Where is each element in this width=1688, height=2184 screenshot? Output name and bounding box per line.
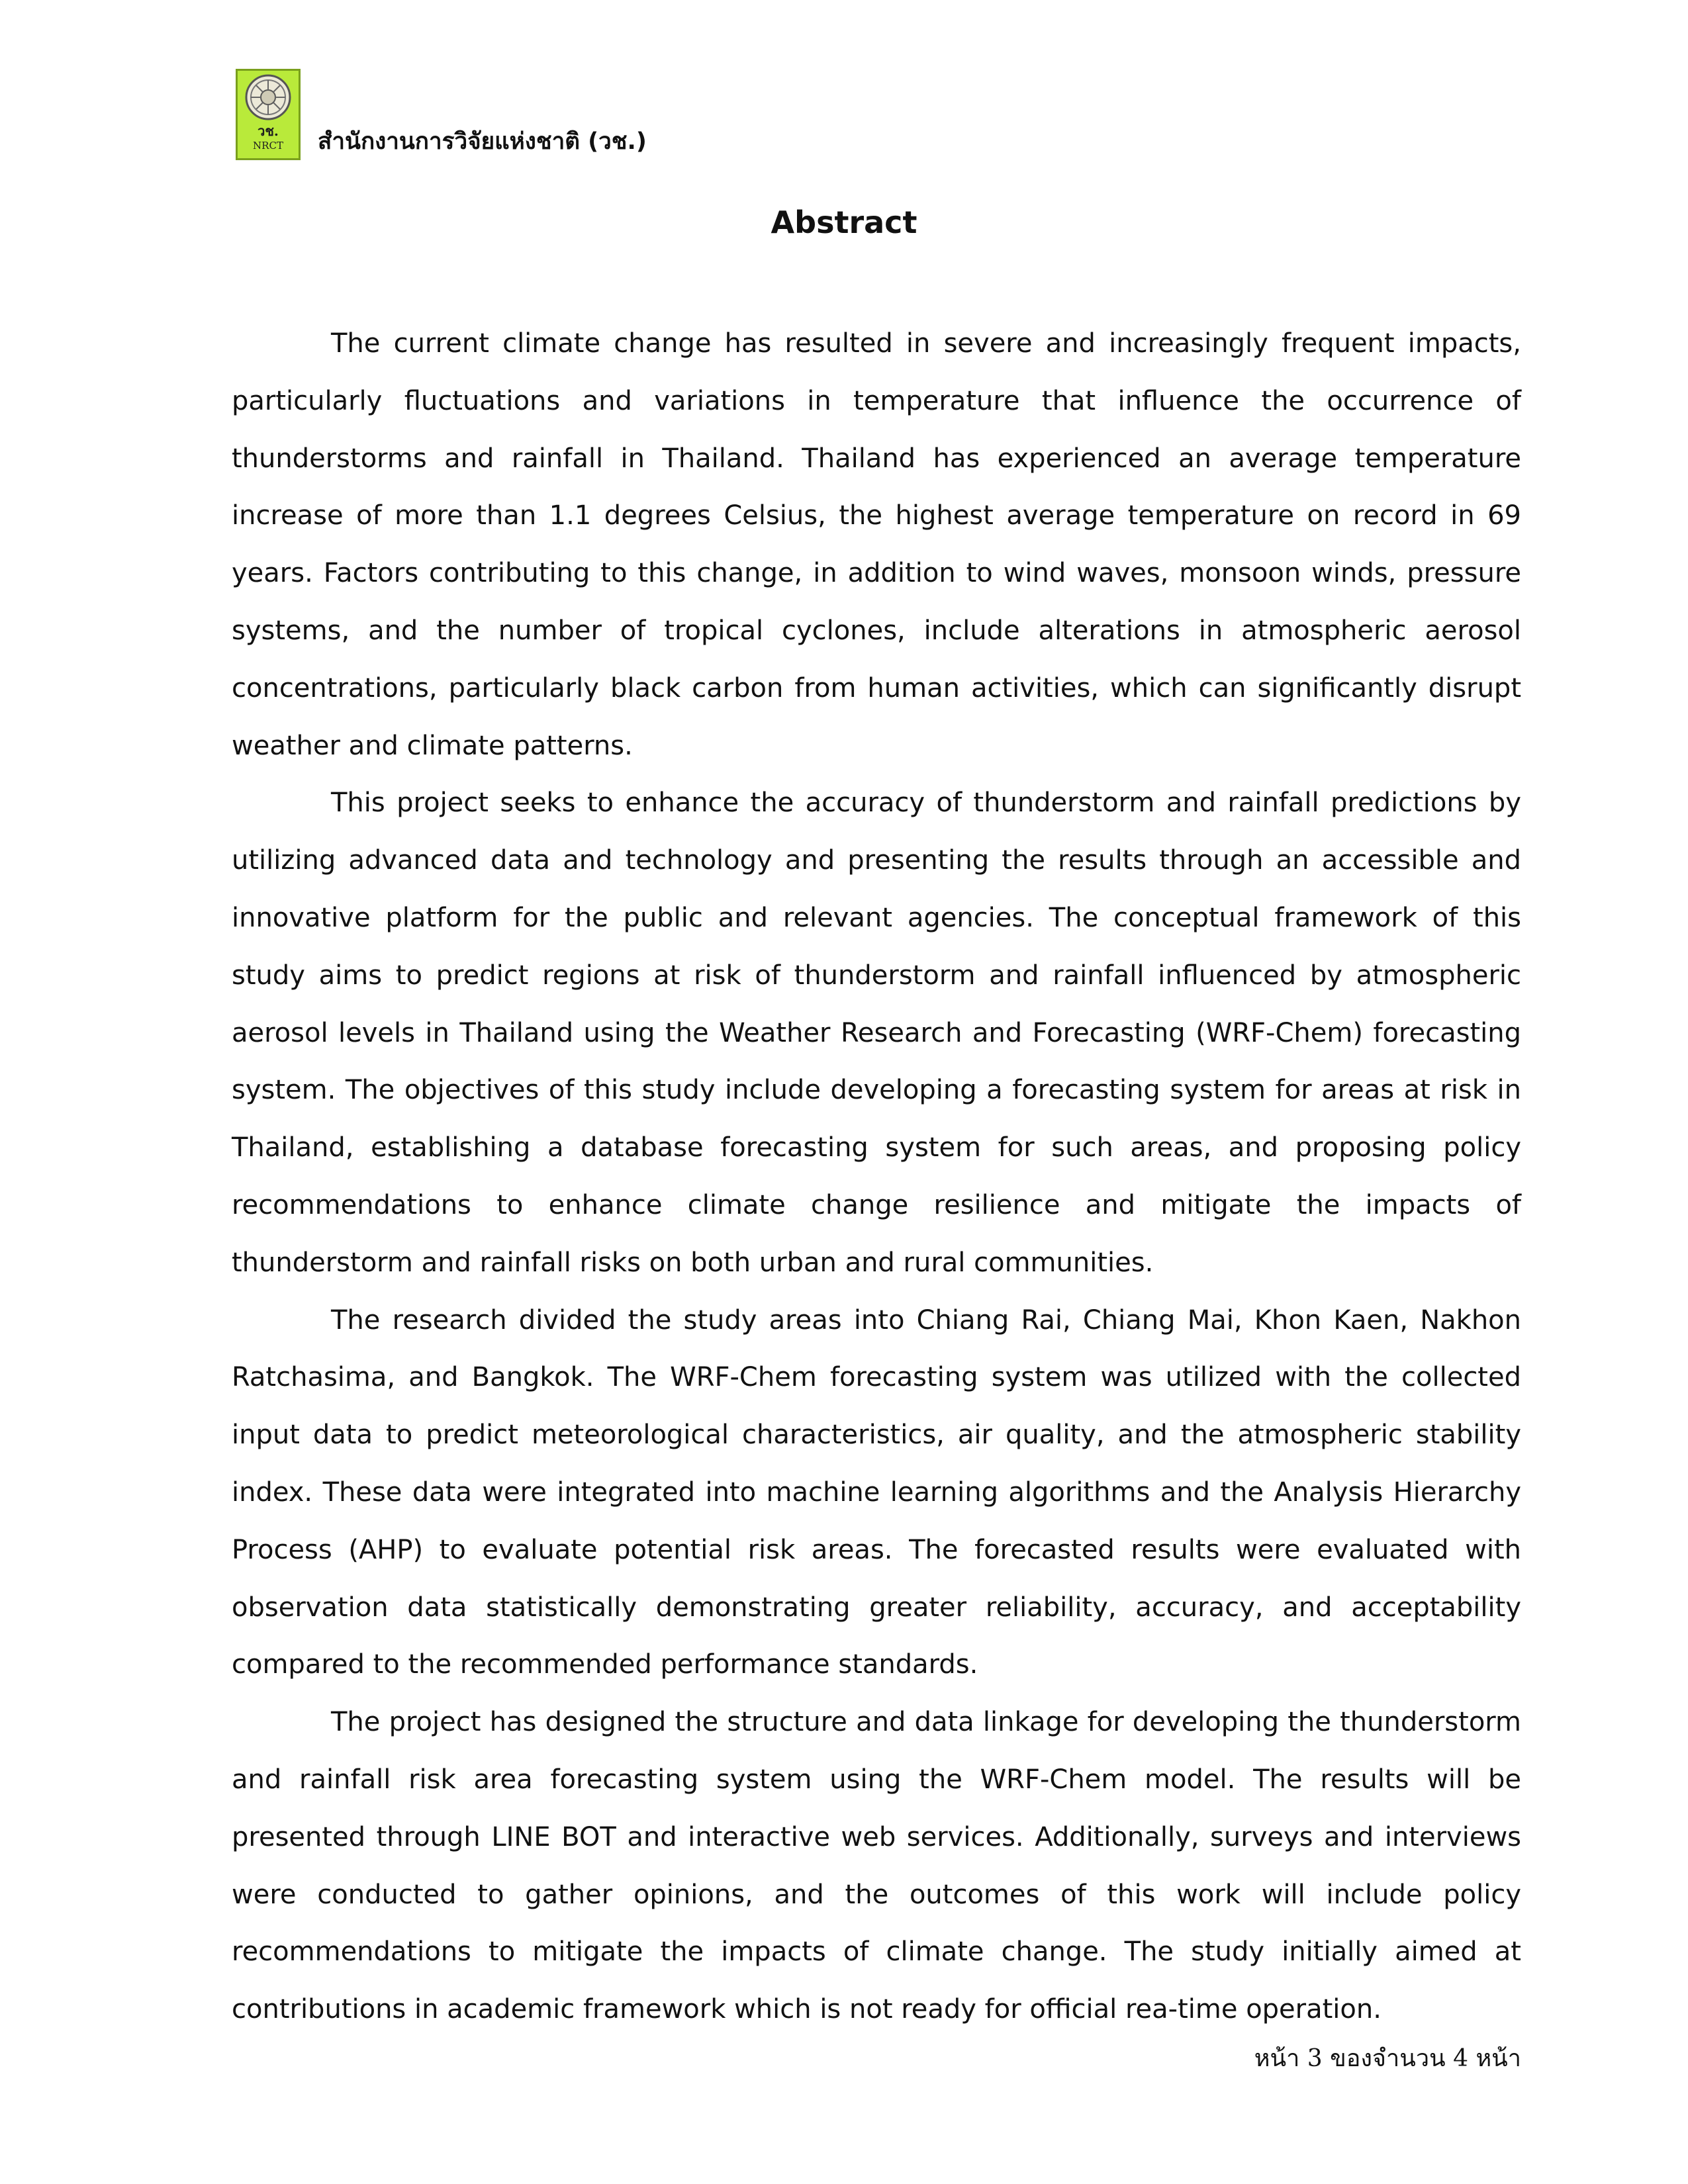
page-number: หน้า 3 ของจำนวน 4 หน้า [1254,2045,1521,2072]
nrct-logo [236,69,301,160]
abstract-paragraph: The current climate change has resulted in severe and increasingly frequent impacts, particularly fluctuations and variations in temperature that influence the occurrence of thunderstorms and rainfall in Thailand. Thailand has experienced an average temperature increase of more than 1.1 degrees Celsius, the highest average temperature on record in 69 years. Factors contributing to this change, in addition to wind waves, monsoon winds, pressure systems, and the number of tropical cyclones, include alterations in atmospheric aerosol concentrations, particularly black carbon from human activities, which can significantly disrupt weather and climate patterns. [232,328,1521,761]
logo-thai-text: วช. [258,123,279,139]
document-title: Abstract [771,205,917,240]
seal-icon [238,71,299,124]
abstract-paragraph: This project seeks to enhance the accuracy of thunderstorm and rainfall predictions by utilizing advanced data and technology and presenting the results through an accessible and innovative platform for the public and relevant agencies. The conceptual framework of this study aims to predict regions at risk of thunderstorm and rainfall influenced by atmospheric aerosol levels in Thailand using the Weather Research and Forecasting (WRF-Chem) forecasting system. The objectives of this study include developing a forecasting system for areas at risk in Thailand, establishing a database forecasting system for such areas, and proposing policy recommendations to enhance climate change resilience and mitigate the impacts of thunderstorm and rainfall risks on both urban and rural communities. [232,788,1521,1278]
abstract-paragraph: The project has designed the structure and data linkage for developing the thunderstorm and rainfall risk area forecasting system using the WRF-Chem model. The results will be presented through LINE BOT and interactive web services. Additionally, surveys and interviews were conducted to gather opinions, and the outcomes of this work will include policy recommendations to mitigate the impacts of climate change. The study initially aimed at contributions in academic framework which is not ready for official rea-time operation. [232,1707,1521,2025]
logo-english-text: NRCT [253,140,283,152]
organization-name: สำนักงานการวิจัยแห่งชาติ (วช.) [318,128,647,155]
abstract-paragraph: The research divided the study areas into Chiang Rai, Chiang Mai, Khon Kaen, Nakhon Ratchasima, and Bangkok. The WRF-Chem forecasting system was utilized with the collected input data to predict meteorological characteristics, air quality, and the atmospheric stability index. These data were integrated into machine learning algorithms and the Analysis Hierarchy Process (AHP) to evaluate potential risk areas. The forecasted results were evaluated with observation data statistically demonstrating greater reliability, accuracy, and acceptability compared to the recommended performance standards. [232,1304,1521,1680]
page-header [236,69,831,161]
abstract-body [232,315,1521,2038]
